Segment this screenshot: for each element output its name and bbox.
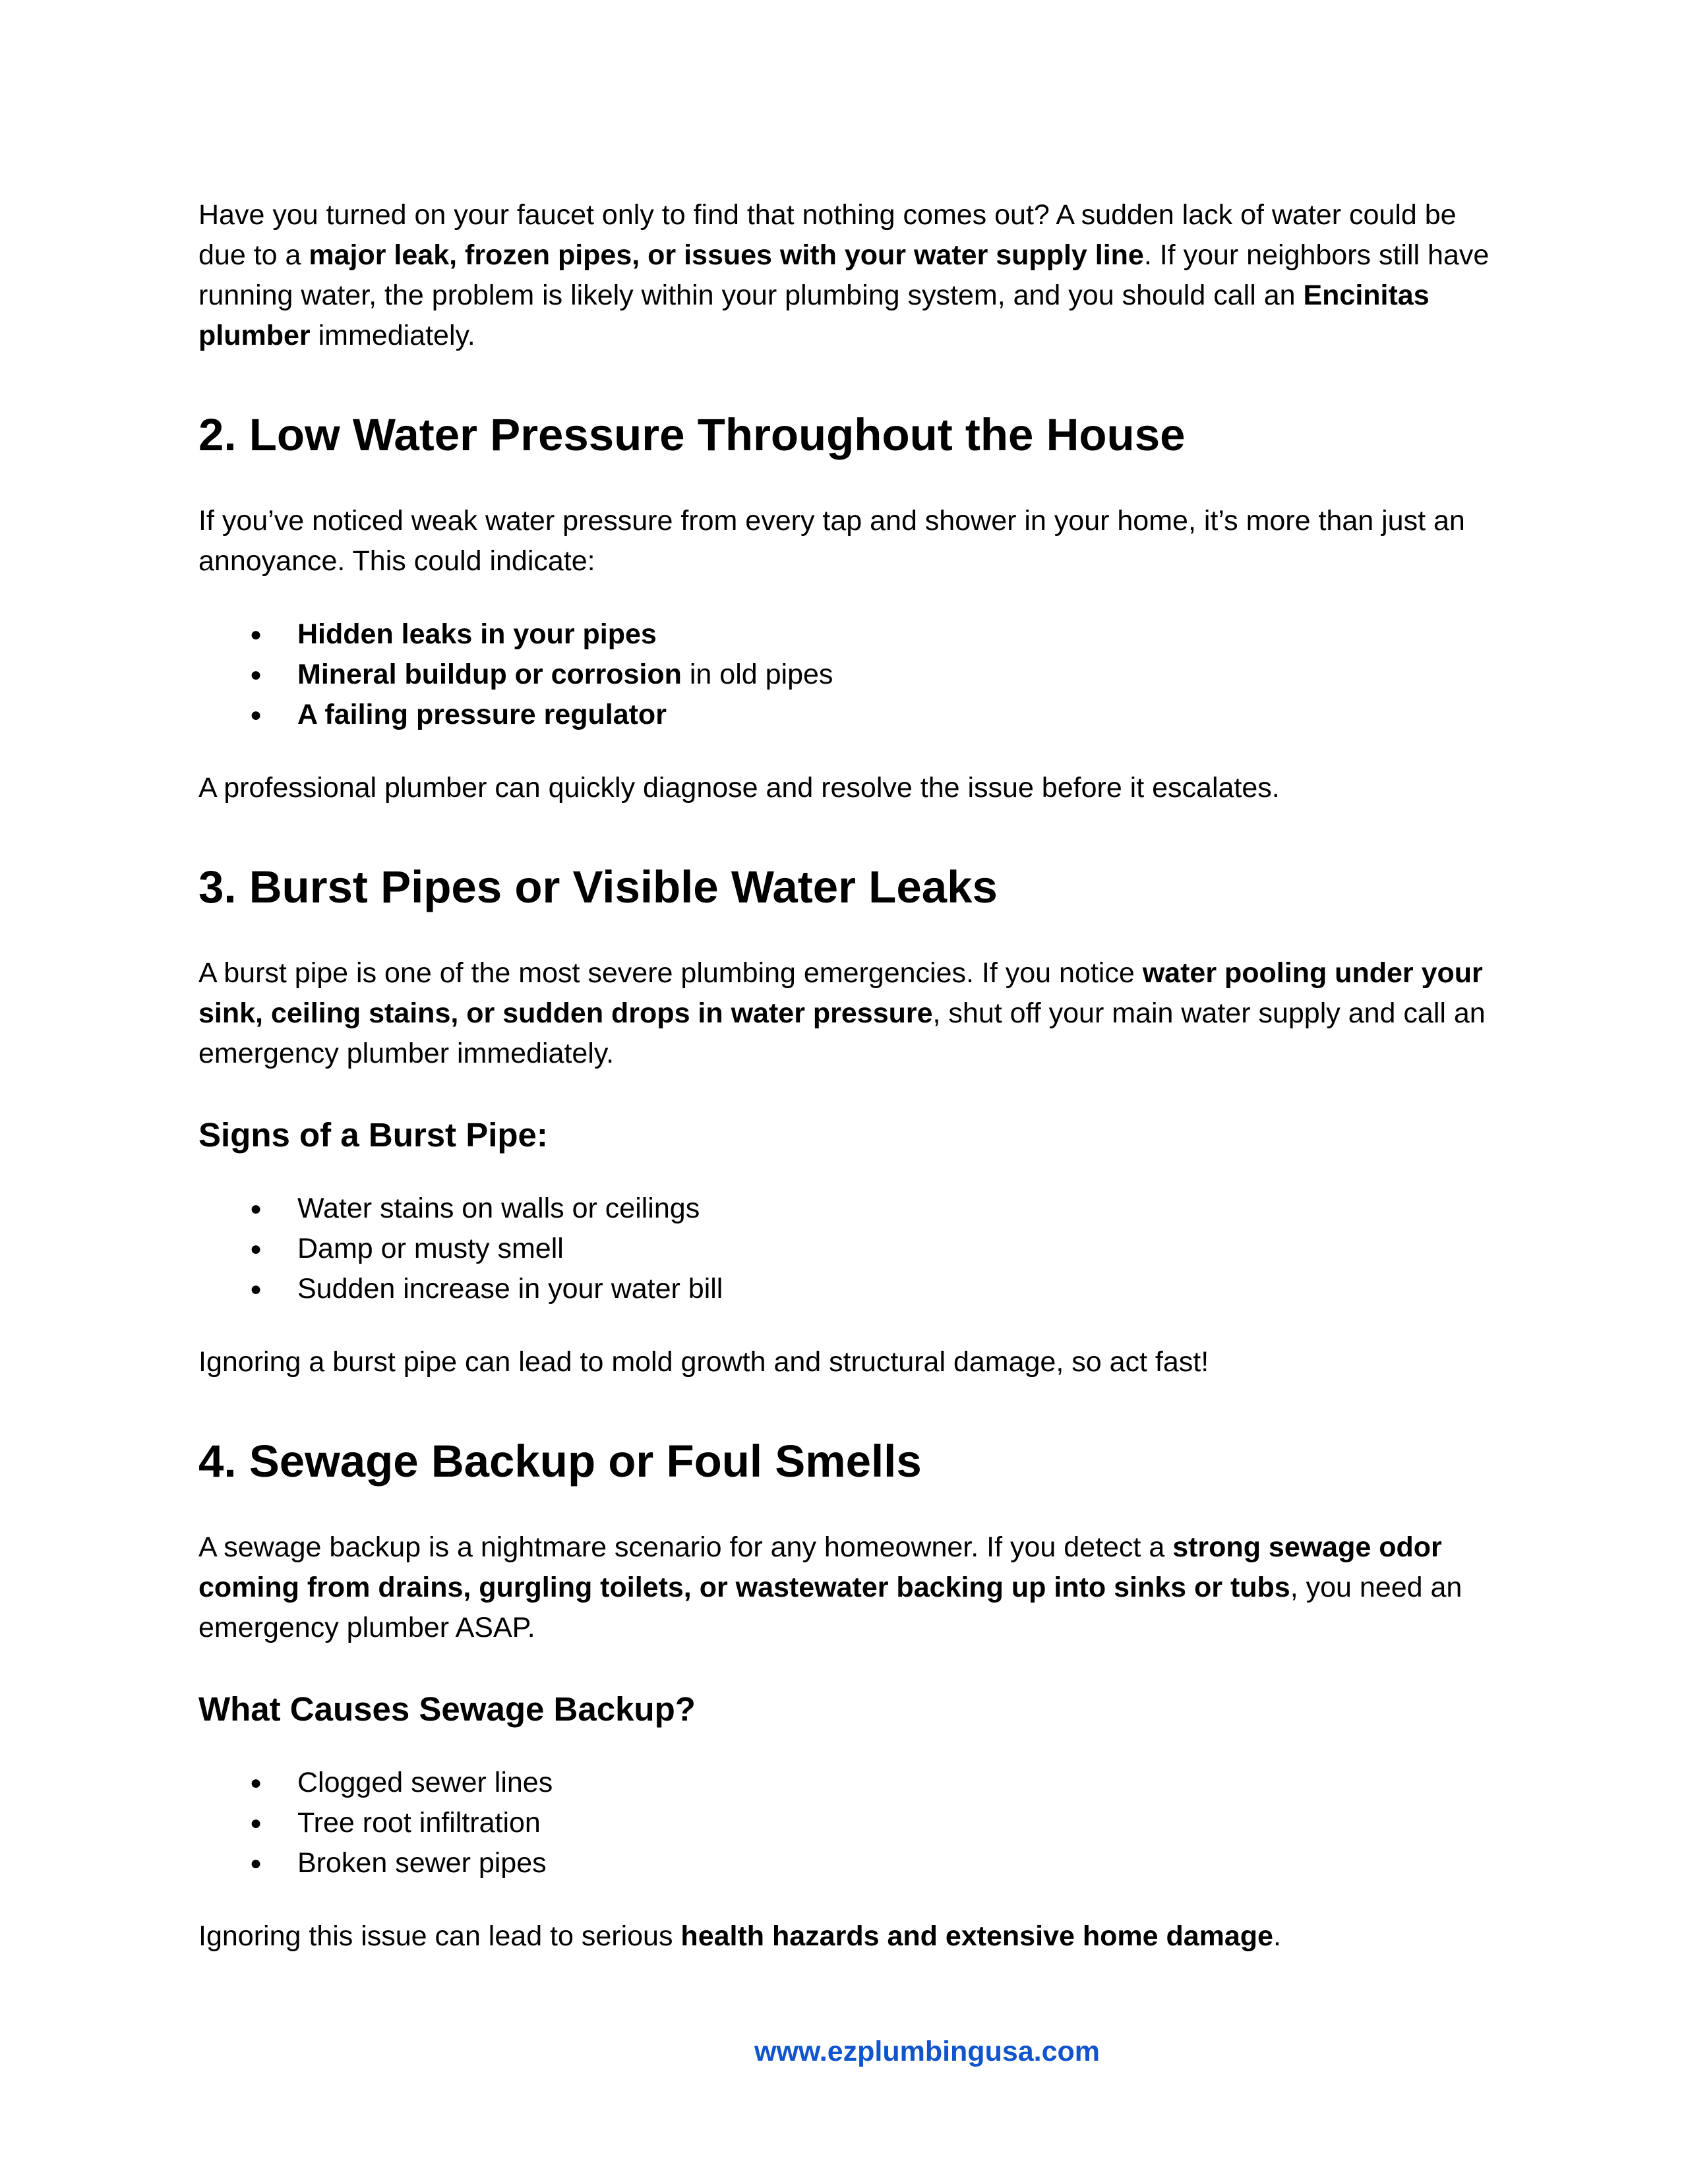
section-2-heading: 2. Low Water Pressure Throughout the House — [198, 409, 1186, 460]
section-3-heading: 3. Burst Pipes or Visible Water Leaks — [198, 862, 998, 912]
bullet-icon: ● — [250, 704, 262, 726]
document-body — [198, 195, 1504, 1957]
bullet-icon: ● — [250, 1198, 262, 1220]
section-4-subheading: What Causes Sewage Backup? — [198, 1690, 696, 1728]
list-item: ● A failing pressure regulator — [198, 695, 1504, 735]
section-4-conclusion: Ignoring this issue can lead to serious health hazards and extensive home damage. — [198, 1920, 1281, 1952]
intro-bold-2: Encinitas plumber — [198, 280, 1430, 351]
section-2-bullet-list — [198, 614, 1504, 735]
section-4-heading: 4. Sewage Backup or Foul Smells — [198, 1436, 922, 1487]
bullet-icon: ● — [250, 1852, 262, 1874]
bullet-icon: ● — [250, 1278, 262, 1300]
bullet-icon: ● — [250, 1812, 262, 1834]
section-3-bullet-list — [198, 1189, 1504, 1309]
footer-website-link[interactable]: www.ezplumbingusa.com — [754, 2036, 1100, 2067]
section-3-intro: A burst pipe is one of the most severe plumbing emergencies. If you notice water pooling under your sink, ceiling stains, or sudden drops in water pressure, shut off your main water supply and call an emergency plumber immediately. — [198, 957, 1486, 1069]
intro-text-1: Have you turned on your faucet only to find that nothing comes out? A sudden lack of water could be due to a — [198, 199, 1457, 271]
list-item: ● Mineral buildup or corrosion in old pipes — [198, 655, 1504, 695]
bullet-icon: ● — [250, 1238, 262, 1260]
intro-bold-1: major leak, frozen pipes, or issues with your water supply line — [309, 239, 1144, 271]
bullet-icon: ● — [250, 624, 262, 645]
list-item: ● Broken sewer pipes — [198, 1843, 1504, 1883]
list-item: ● Sudden increase in your water bill — [198, 1269, 1504, 1309]
section-2-intro: If you’ve noticed weak water pressure from every tap and shower in your home, it’s more than just an annoyance. This could indicate: — [198, 505, 1465, 577]
intro-text-3: immediately. — [310, 320, 475, 351]
section-3-conclusion: Ignoring a burst pipe can lead to mold growth and structural damage, so act fast! — [198, 1346, 1209, 1378]
bullet-icon: ● — [250, 1772, 262, 1794]
list-item: ● Clogged sewer lines — [198, 1763, 1504, 1803]
section-3-subheading: Signs of a Burst Pipe: — [198, 1116, 548, 1154]
list-item: ● Damp or musty smell — [198, 1229, 1504, 1269]
section-4-bullet-list — [198, 1763, 1504, 1883]
section-4-intro: A sewage backup is a nightmare scenario for any homeowner. If you detect a strong sewage odor coming from drains, gurgling toilets, or wastewater backing up into sinks or tubs, you need an emergency plumber ASAP. — [198, 1531, 1462, 1643]
list-item: ● Hidden leaks in your pipes — [198, 614, 1504, 655]
intro-text-2: . If your neighbors still have running water, the problem is likely within your plumbing system, and you should call an — [198, 239, 1490, 311]
intro-paragraph — [198, 195, 1504, 356]
section-2-conclusion: A professional plumber can quickly diagnose and resolve the issue before it escalates. — [198, 772, 1280, 804]
list-item: ● Water stains on walls or ceilings — [198, 1189, 1504, 1229]
bullet-icon: ● — [250, 664, 262, 686]
list-item: ● Tree root infiltration — [198, 1803, 1504, 1843]
